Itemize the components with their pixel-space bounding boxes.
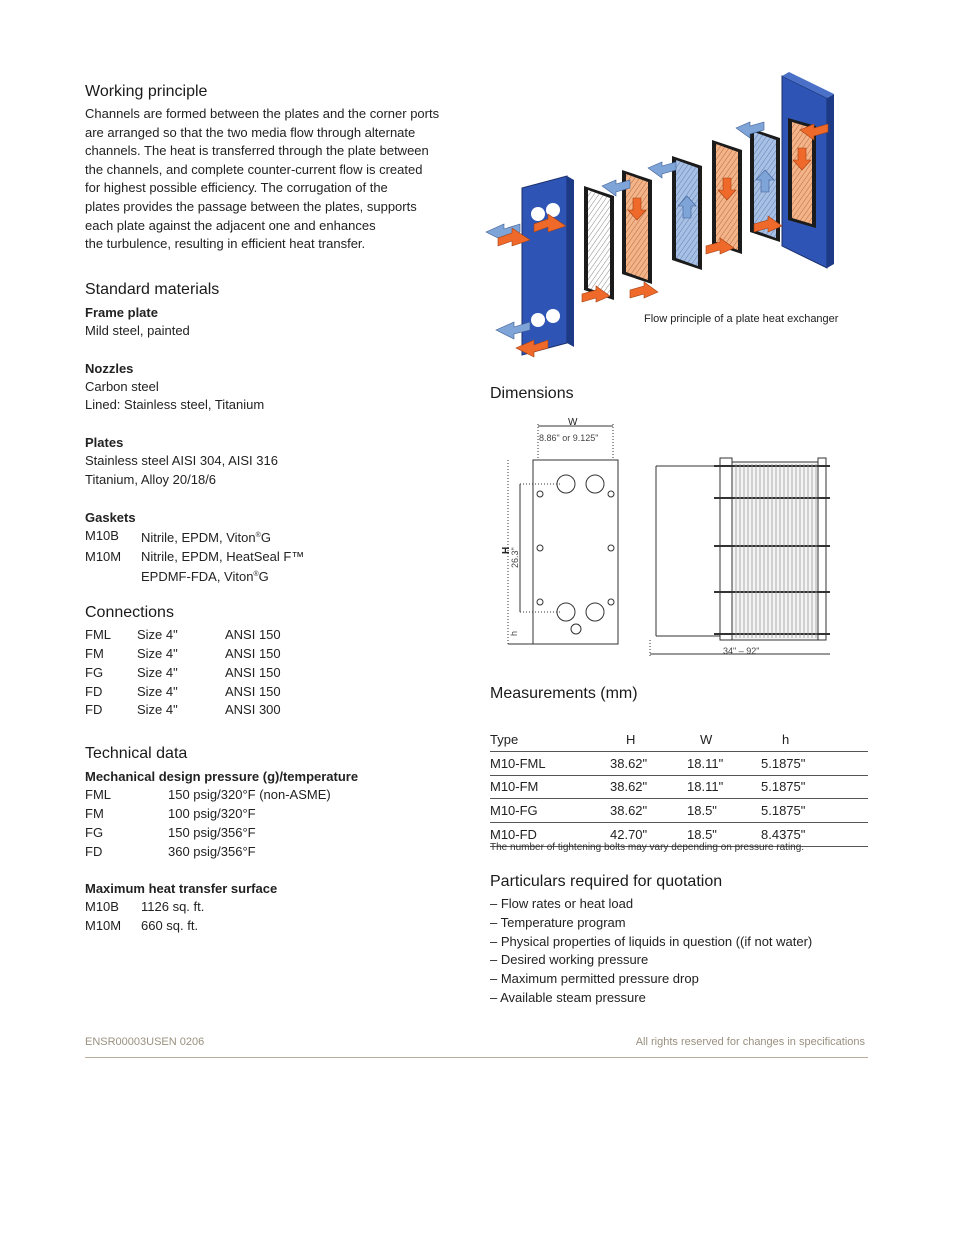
table-cell: 5.1875" [761, 755, 806, 771]
frame-plate-label: Frame plate [85, 304, 158, 320]
connection-type: FD [85, 702, 103, 718]
connection-size: Size 4" [137, 645, 178, 661]
connection-size: Size 4" [137, 702, 178, 718]
working-principle-text [85, 105, 465, 254]
document-code: ENSR00003USEN 0206 [85, 1036, 205, 1048]
gasket-value-suffix: G [258, 569, 269, 585]
table-row [490, 751, 868, 775]
pressure-table [85, 786, 465, 861]
table-cell: M10-FML [490, 755, 546, 771]
technical-data-title: Technical data [85, 745, 188, 763]
table-header-row [490, 728, 868, 751]
column-header: Type [490, 731, 519, 747]
table-cell: M10-FD [490, 827, 537, 843]
working-principle-title: Working principle [85, 83, 208, 100]
width-label: W [568, 417, 578, 428]
gasket-value-text: EPDMF-FDA, Viton [141, 569, 254, 585]
surface-type: M10B [85, 899, 119, 915]
frame-plate-value: Mild steel, painted [85, 322, 190, 338]
channel-plate [584, 186, 614, 300]
gasket-value [141, 527, 465, 548]
connection-type: FD [85, 683, 103, 699]
gasket-type: M10B [85, 527, 119, 543]
table-cell: 42.70" [610, 827, 648, 843]
text-line: each plate against the adjacent one and enhances [85, 217, 376, 233]
surface-value: 660 sq. ft. [141, 918, 199, 934]
pressure-type: FG [85, 824, 104, 840]
table-cell: 38.62" [610, 779, 648, 795]
text-line: the channels, and complete counter-current flow is created [85, 161, 423, 177]
table-cell: 18.5" [687, 827, 717, 843]
list-item: – Physical properties of liquids in question ((if not water) [490, 933, 813, 949]
table-cell: 5.1875" [761, 803, 806, 819]
list-item: – Temperature program [490, 914, 626, 930]
connections-title: Connections [85, 604, 174, 622]
surface-label: Maximum heat transfer surface [85, 881, 278, 897]
gasket-value-text: Nitrile, EPDM, Viton [141, 529, 256, 545]
table-cell: 38.62" [610, 803, 648, 819]
length-value: 34" – 92" [723, 646, 760, 656]
gaskets-table [85, 527, 465, 587]
pressure-value: 100 psig/320°F [168, 805, 256, 821]
column-header: h [782, 731, 790, 747]
table-row [490, 799, 868, 823]
connection-size: Size 4" [137, 683, 178, 699]
gasket-type: M10M [85, 548, 122, 564]
table-cell: M10-FG [490, 803, 538, 819]
connection-rating: ANSI 300 [225, 702, 281, 718]
list-item: – Flow rates or heat load [490, 896, 634, 911]
table-cell: 18.11" [687, 755, 724, 771]
height-value: 26.3" [510, 547, 520, 568]
connection-size: Size 4" [137, 664, 178, 680]
quotation-section [490, 872, 868, 1008]
flow-figure-caption: Flow principle of a plate heat exchanger [644, 313, 839, 325]
text-line: are arranged so that the two media flow through alternate [85, 124, 416, 140]
surface-type: M10M [85, 918, 122, 934]
plates-label: Plates [85, 435, 124, 451]
front-view [508, 424, 618, 644]
list-item: – Desired working pressure [490, 952, 649, 968]
column-header: W [700, 731, 713, 747]
working-principle-section [85, 82, 465, 254]
dimensions-title: Dimensions [490, 385, 574, 402]
nozzles-label: Nozzles [85, 360, 134, 376]
table-row [490, 775, 868, 799]
rights-notice: All rights reserved for changes in specifications [635, 1036, 865, 1048]
height-label: H [501, 546, 512, 554]
pressure-value: 150 psig/320°F (non-ASME) [168, 787, 331, 803]
text-line: Channels are formed between the plates and the corner ports [85, 106, 440, 121]
surface-value: 1126 sq. ft. [141, 899, 205, 915]
registered-mark: ® [253, 571, 259, 579]
gasket-value-suffix: G [260, 529, 271, 545]
page-footer [85, 1036, 868, 1058]
pressure-label: Mechanical design pressure (g)/temperature [85, 769, 359, 785]
gasket-value [141, 566, 465, 587]
table-cell: 18.11" [687, 779, 724, 795]
nozzles-value: Lined: Stainless steel, Titanium [85, 397, 265, 413]
connection-rating: ANSI 150 [225, 627, 281, 643]
technical-data-section [85, 744, 465, 936]
left-column [85, 82, 465, 936]
text-line: for highest possible efficiency. The corrugation of the [85, 180, 388, 196]
pressure-type: FM [85, 805, 104, 821]
plate-pack [736, 464, 816, 638]
gasket-type [85, 566, 141, 587]
connection-type: FM [85, 645, 104, 661]
gaskets-label: Gaskets [85, 509, 136, 525]
connection-rating: ANSI 150 [225, 664, 281, 680]
pressure-type: FML [85, 787, 111, 803]
standard-materials-section [85, 280, 465, 587]
connections-section [85, 603, 465, 720]
bolts-note: The number of tightening bolts may vary depending on pressure rating. [490, 842, 805, 853]
text-line: the turbulence, resulting in efficient heat transfer. [85, 236, 366, 252]
table-cell: 38.62" [610, 755, 648, 771]
registered-mark: ® [255, 531, 261, 539]
text-line: channels. The heat is transferred through the plate between [85, 143, 429, 159]
nozzles-value: Carbon steel [85, 378, 159, 394]
measurements-title: Measurements (mm) [490, 685, 638, 702]
small-h-label: h [509, 630, 519, 636]
connection-type: FG [85, 664, 104, 680]
column-header: H [626, 731, 636, 747]
cold-arrow [648, 162, 676, 178]
list-item: – Maximum permitted pressure drop [490, 971, 699, 987]
pressure-type: FD [85, 843, 103, 859]
table-cell: 18.5" [687, 803, 717, 819]
connection-size: Size 4" [137, 627, 178, 643]
list-item: – Available steam pressure [490, 989, 646, 1005]
quotation-title: Particulars required for quotation [490, 873, 723, 890]
connection-rating: ANSI 150 [225, 683, 281, 699]
hot-arrow [630, 282, 658, 298]
hot-arrow [516, 340, 548, 357]
measurements-table [490, 728, 868, 847]
connection-type: FML [85, 627, 111, 643]
table-cell: 5.1875" [761, 779, 806, 795]
standard-materials-title: Standard materials [85, 280, 220, 298]
table-cell: M10-FM [490, 779, 539, 795]
text-line: plates provides the passage between the plates, supports [85, 198, 417, 214]
table-cell: 8.4375" [761, 827, 806, 843]
plates-value: Stainless steel AISI 304, AISI 316 [85, 453, 278, 469]
pressure-value: 360 psig/356°F [168, 843, 256, 859]
gasket-value: Nitrile, EPDM, HeatSeal F™ [141, 548, 305, 564]
connection-rating: ANSI 150 [225, 645, 281, 661]
surface-table [85, 898, 465, 936]
connections-table [85, 626, 465, 720]
width-value: 8.86" or 9.125" [539, 433, 599, 443]
plates-value: Titanium, Alloy 20/18/6 [85, 471, 217, 487]
dimensions-drawing [500, 414, 840, 664]
pressure-value: 150 psig/356°F [168, 824, 256, 840]
